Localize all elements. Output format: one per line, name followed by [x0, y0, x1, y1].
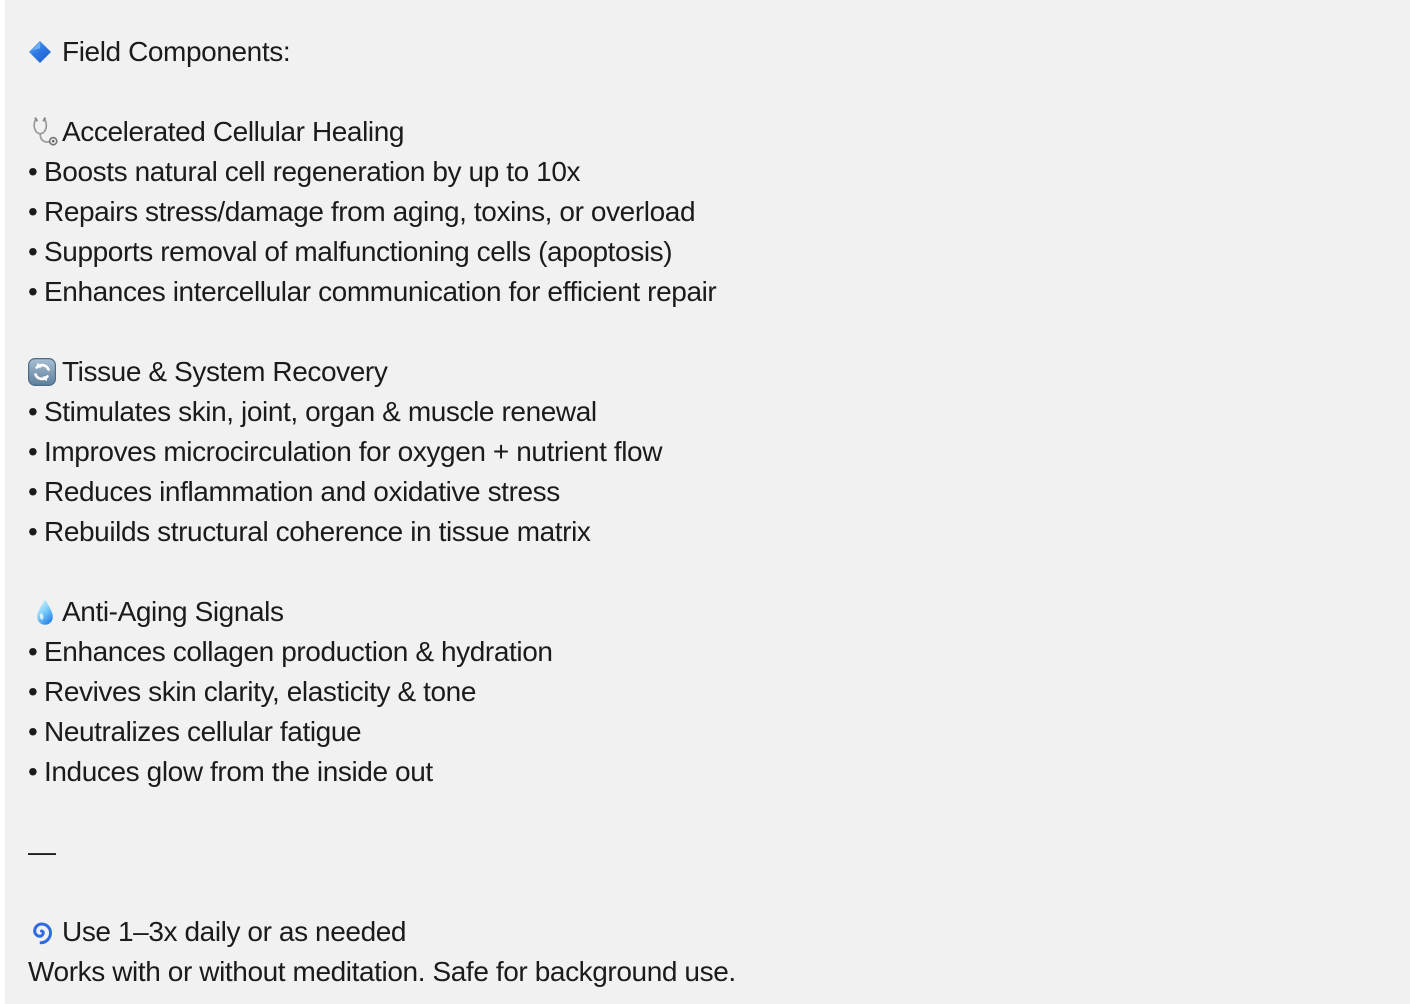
bullet-text: Stimulates skin, joint, organ & muscle renewal [44, 396, 597, 427]
bullet-text: Induces glow from the inside out [44, 756, 433, 787]
bullet-item [28, 632, 1390, 672]
bullet-item [28, 232, 1390, 272]
bullet-text: Revives skin clarity, elasticity & tone [44, 676, 477, 707]
document-body [28, 32, 1390, 992]
left-edge-strip [0, 0, 5, 1004]
droplet-icon [28, 599, 62, 626]
dash-text: — [28, 836, 56, 867]
bullet-text: Improves microcirculation for oxygen + nutrient flow [44, 436, 663, 467]
spacer [28, 552, 1390, 592]
bullet-text: Boosts natural cell regeneration by up to 10x [44, 156, 581, 187]
bullet-text: Reduces inflammation and oxidative stress [44, 476, 560, 507]
section-heading-antiaging [28, 592, 1390, 632]
section-heading-recovery [28, 352, 1390, 392]
bullet-item [28, 472, 1390, 512]
bullet-marker: • [28, 436, 38, 467]
usage-note [28, 952, 1390, 992]
bullet-text: Supports removal of malfunctioning cells (apoptosis) [44, 236, 673, 267]
usage-note-text: Works with or without meditation. Safe for background use. [28, 956, 736, 987]
bullet-text: Repairs stress/damage from aging, toxins, or overload [44, 196, 696, 227]
bullet-marker: • [28, 156, 38, 187]
section-heading-label: Accelerated Cellular Healing [62, 116, 405, 147]
bullet-marker: • [28, 716, 38, 747]
blue-diamond-icon [28, 40, 62, 64]
bullet-marker: • [28, 396, 38, 427]
section-heading-healing [28, 112, 1390, 152]
bullet-text: Enhances intercellular communication for efficient repair [44, 276, 717, 307]
bullet-marker: • [28, 516, 38, 547]
bullet-item [28, 672, 1390, 712]
bullet-item [28, 512, 1390, 552]
cyclone-icon [28, 919, 62, 946]
bullet-marker: • [28, 636, 38, 667]
bullet-text: Neutralizes cellular fatigue [44, 716, 362, 747]
bullet-item [28, 152, 1390, 192]
bullet-item [28, 752, 1390, 792]
stethoscope-icon [28, 116, 62, 148]
bullet-item [28, 192, 1390, 232]
title-line [28, 32, 1390, 72]
bullet-text: Rebuilds structural coherence in tissue matrix [44, 516, 591, 547]
spacer [28, 72, 1390, 112]
bullet-marker: • [28, 236, 38, 267]
bullet-marker: • [28, 756, 38, 787]
usage-heading [28, 912, 1390, 952]
section-heading-label: Tissue & System Recovery [62, 356, 388, 387]
bullet-marker: • [28, 276, 38, 307]
spacer [28, 792, 1390, 832]
bullet-marker: • [28, 676, 38, 707]
bullet-text: Enhances collagen production & hydration [44, 636, 553, 667]
bullet-item [28, 272, 1390, 312]
page-title: Field Components: [62, 36, 291, 67]
counterclockwise-arrows-icon [28, 358, 62, 386]
bullet-marker: • [28, 196, 38, 227]
usage-heading-label: Use 1–3x daily or as needed [62, 916, 407, 947]
section-heading-label: Anti-Aging Signals [62, 596, 284, 627]
bullet-item [28, 392, 1390, 432]
bullet-item [28, 432, 1390, 472]
spacer [28, 312, 1390, 352]
bullet-item [28, 712, 1390, 752]
divider-dash [28, 832, 1390, 872]
bullet-marker: • [28, 476, 38, 507]
spacer [28, 872, 1390, 912]
